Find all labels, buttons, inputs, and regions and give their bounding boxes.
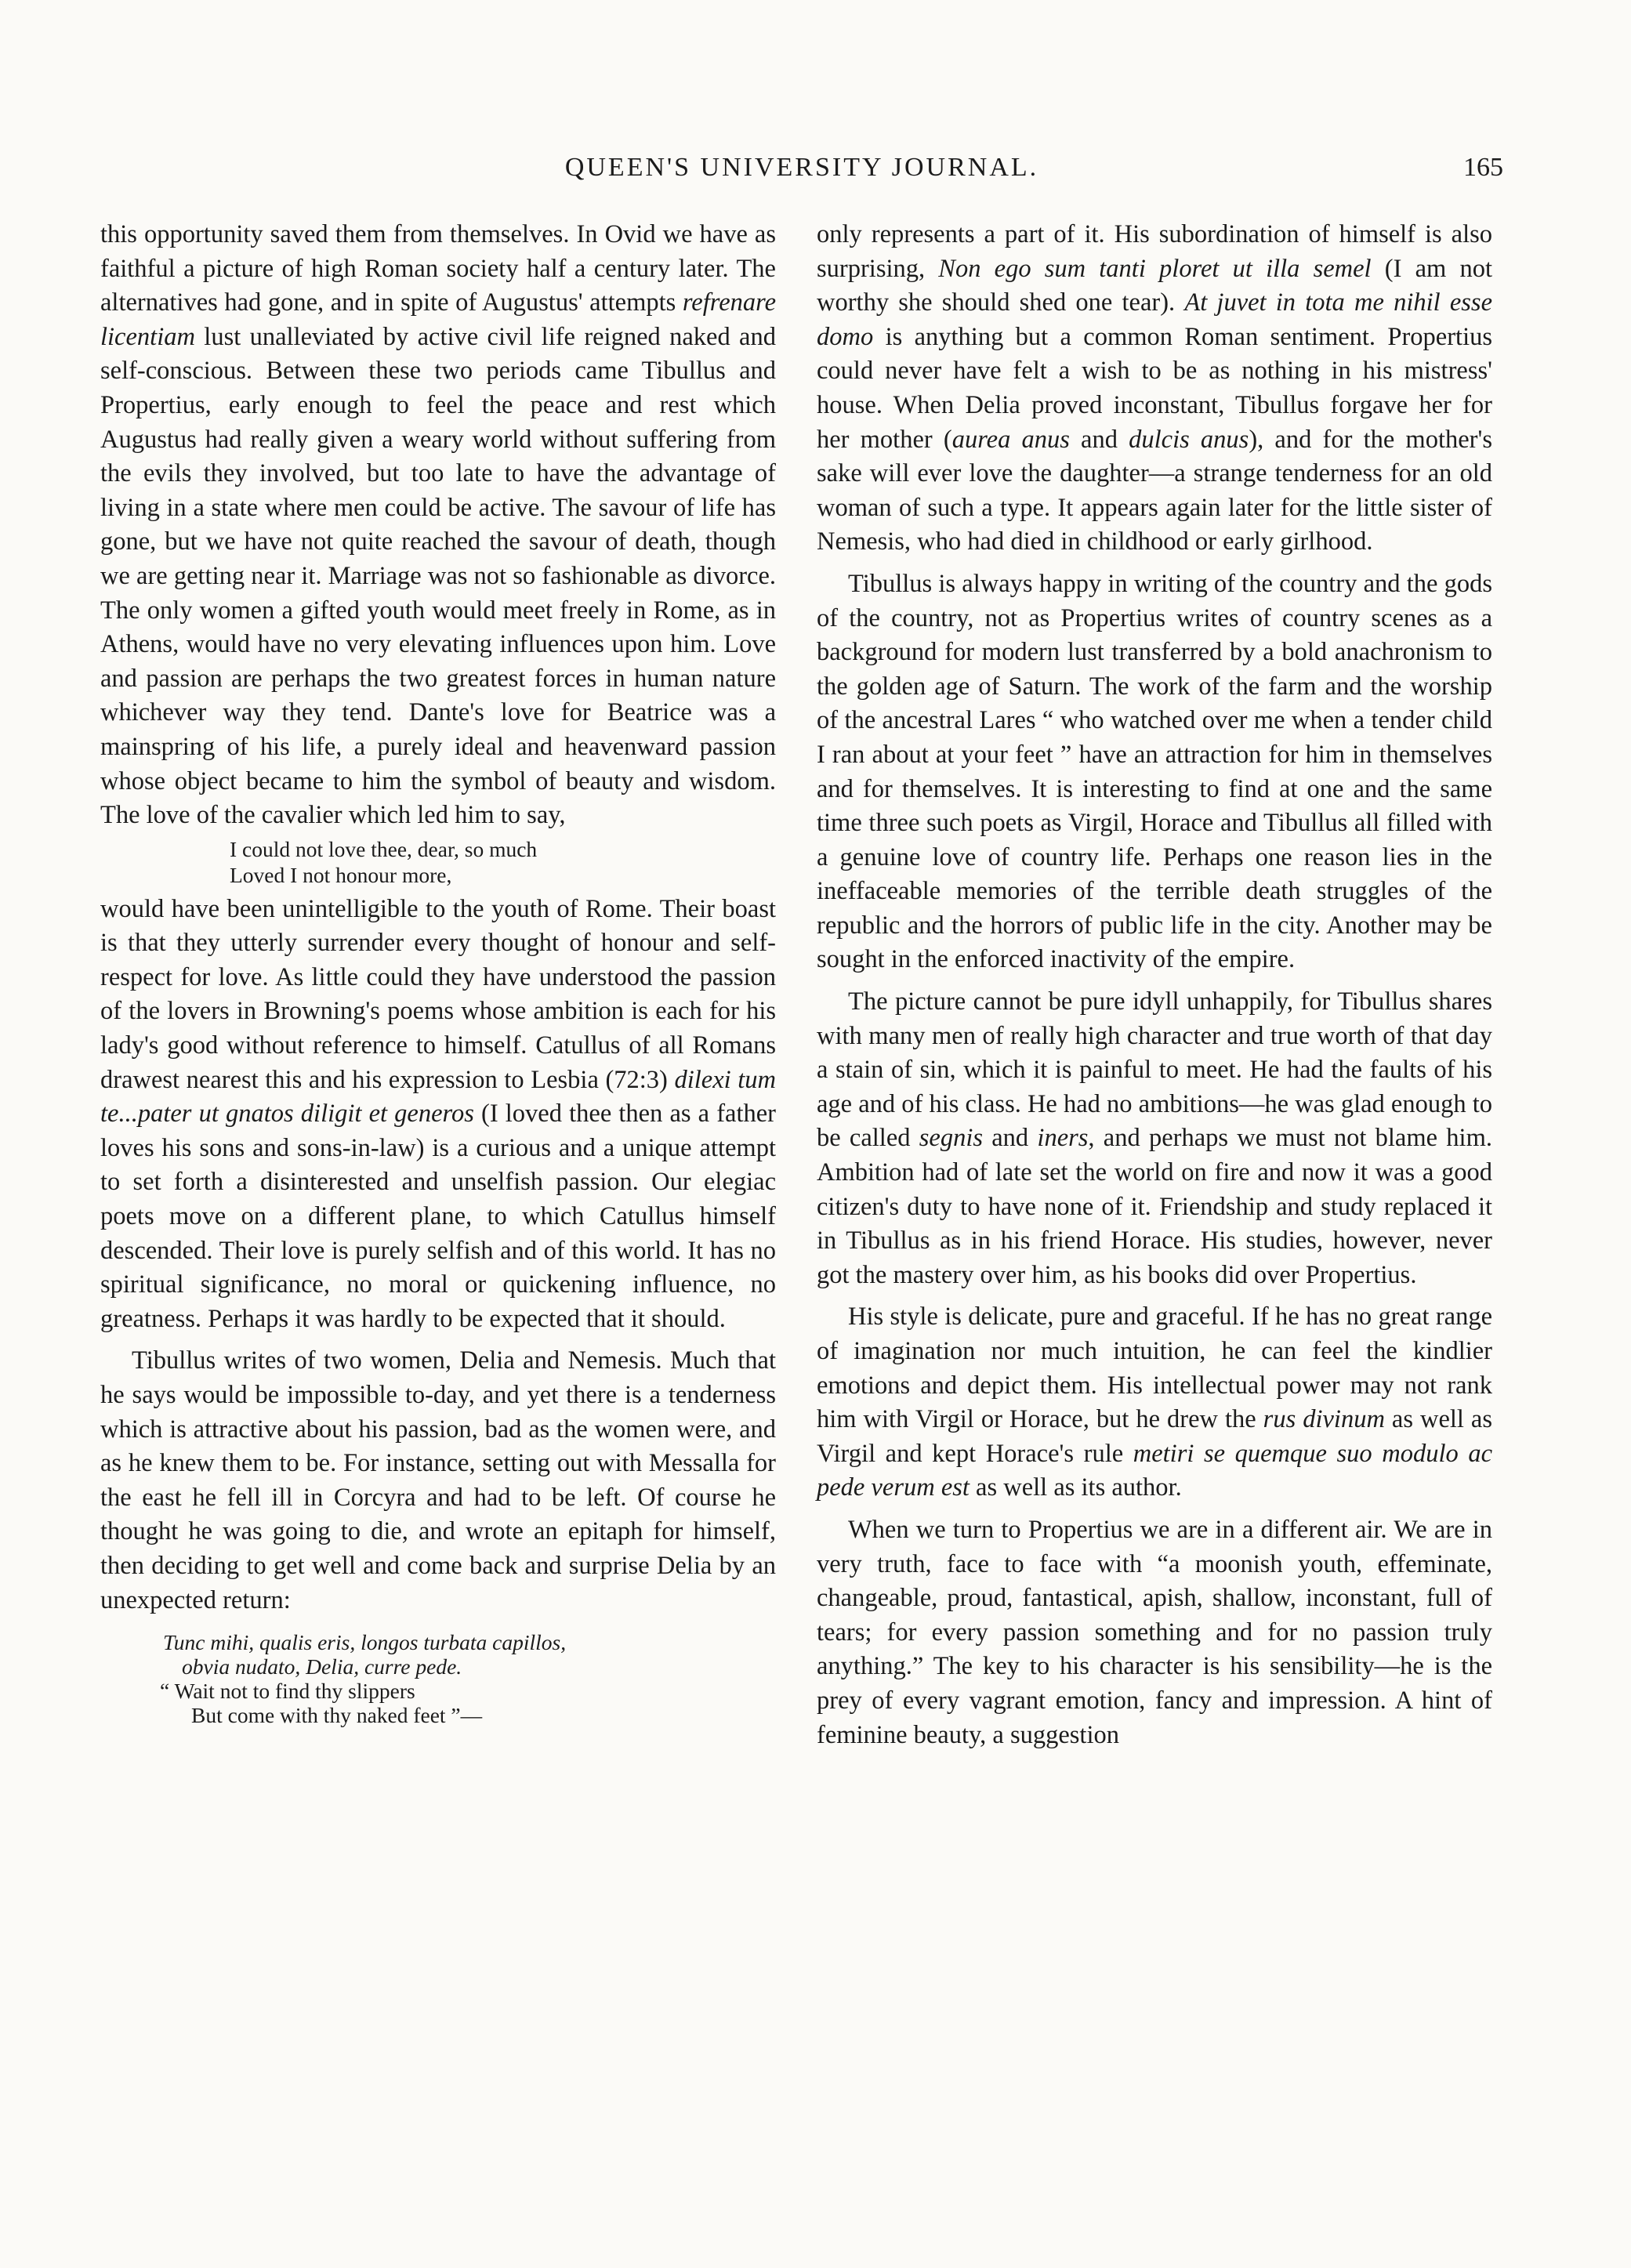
latin-phrase: segnis (919, 1124, 983, 1153)
left-column (100, 218, 776, 1727)
text-run: (I am not worthy she should shed one tear). (817, 254, 1492, 317)
text-run: lust unalleviated by active civil life reigned naked and self-conscious. Between these two periods came Tibullus and Propertius, early enough to feel the peace and rest which Augustus had really given a weary world without suffering from the evils they involved, but too late to have the advantage of living in a state where men could be active. The savour of life has gone, but we have not quite reached the savour of death, though we are getting near it. Marriage was not so fashionable as divorce. The only women a gifted youth would meet freely in Rome, as in Athens, would have no very elevating influences upon him. Love and passion are perhaps the two greatest forces in human nature whichever way they tend. Dante's love for Beatrice was a mainspring of his life, a purely ideal and heavenward passion whose object became to him the symbol of beauty and wisdom. The love of the cavalier which led him to say, (100, 322, 776, 830)
latin-phrase: dilexi tum te...pater ut gnatos diligit et generos (100, 1065, 776, 1129)
latin-phrase: rus divinum (1263, 1405, 1385, 1434)
verse-line: obvia nudato, Delia, curre pede. (182, 1654, 462, 1679)
latin-phrase: Non ego sum tanti ploret ut illa semel (938, 254, 1372, 283)
text-run: is anything but a common Roman sentiment. Propertius could never have felt a wish to be as nothing in his mistress' house. When Delia proved inconstant, Tibullus forgave her for her mother ( (817, 322, 1492, 454)
verse-line: “ Wait not to find thy slippers (160, 1679, 415, 1704)
latin-phrase: aurea anus (951, 425, 1070, 454)
latin-phrase: refrenare licentiam (100, 288, 776, 351)
latin-phrase: iners (1037, 1124, 1089, 1153)
latin-phrase: metiri se quemque suo modulo ac pede verum est (817, 1439, 1492, 1502)
text-run: The picture cannot be pure idyll unhappily, for Tibullus shares with many men of really high character and true worth of that day a stain of sin, which it is painful to meet. He had the faults of his age and of his class. He had no ambitions—he was glad enough to be called (817, 987, 1492, 1153)
text-run: (I loved thee then as a father loves his sons and sons-in-law) is a curious and a unique attempt to set forth a disinterested and unselfish passion. Our elegiac poets move on a different plane, to which Catullus himself descended. Their love is purely selfish and of this world. It has no spiritual significance, no moral or quickening influence, no greatness. Perhaps it was hardly to be expected that it should. (100, 1100, 776, 1333)
page-number: 165 (1463, 153, 1503, 182)
right-column (817, 218, 1492, 1752)
text-run: this opportunity saved them from themselves. In Ovid we have as faithful a picture of high Roman society half a century later. The alternatives had gone, and in spite of Augustus' attempts (100, 220, 776, 317)
verse-line: Loved I not honour more, (230, 862, 452, 887)
verse-line: I could not love thee, dear, so much (230, 836, 538, 861)
text-run: as well as its author. (969, 1473, 1182, 1502)
paragraph: Tibullus writes of two women, Delia and Nemesis. Much that he says would be impossible to-day, and yet there is a tenderness which is attractive about his passion, bad as the women were, and as he knew them to be. For instance, setting out with Messalla for the east he fell ill in Corcyra and had to be left. Of course he thought he was going to die, and wrote an epitaph for himself, then deciding to get well and come back and surprise Delia by an unexpected return: (100, 1346, 776, 1614)
text-run: ), and for the mother's sake will ever love the daughter—a strange tenderness for an old woman of such a type. It appears again later for the little sister of Nemesis, who had died in childhood or early girlhood. (817, 425, 1492, 556)
latin-phrase: dulcis anus (1129, 425, 1249, 454)
latin-verse-quote (100, 1630, 776, 1727)
verse-quote (100, 836, 776, 888)
text-run: , and perhaps we must not blame him. Ambition had of late set the world on fire and now it was a good citizen's duty to have none of it. Friendship and study replaced it in Tibullus as in his friend Horace. His studies, however, never got the mastery over him, as his books did over Propertius. (817, 1124, 1492, 1289)
paragraph: Tibullus is always happy in writing of the country and the gods of the country, not as Propertius writes of country scenes as a background for modern lust transferred by a bold anachronism to the golden age of Saturn. The work of the farm and the worship of the ancestral Lares “ who watched over me when a tender child I ran about at your feet ” have an attraction for him in themselves and for themselves. It is interesting to find at one and the same time three such poets as Virgil, Horace and Tibullus all filled with a genuine love of country life. Perhaps one reason lies in the ineffaceable memories of the terrible death struggles of the republic and the horrors of public life in the city. Another may be sought in the enforced inactivity of the empire. (817, 569, 1492, 974)
paragraph (817, 1300, 1492, 1505)
running-head: QUEEN'S UNIVERSITY JOURNAL. (564, 153, 1039, 182)
verse-line: Tunc mihi, qualis eris, longos turbata capillos, (163, 1630, 567, 1655)
latin-phrase: At juvet in tota me nihil esse domo (817, 288, 1492, 351)
paragraph (817, 985, 1492, 1292)
paragraph: When we turn to Propertius we are in a different air. We are in very truth, face to face with “a moonish youth, effeminate, changeable, proud, fantastical, apish, shallow, inconstant, full of tears; for every passion something and for no passion truly anything.” The key to his character is his sensibility—he is the prey of every vagrant emotion, fancy and impression. A hint of feminine beauty, a suggestion (817, 1515, 1492, 1749)
verse-line: But come with thy naked feet ”— (191, 1703, 483, 1728)
paragraph (100, 218, 776, 833)
text-run: His style is delicate, pure and graceful. If he has no great range of imagination nor much intuition, he can feel the kindlier emotions and depict them. His intellectual power may not rank him with Virgil or Horace, but he drew the (817, 1302, 1492, 1434)
page-header (100, 153, 1503, 192)
text-run: only represents a part of it. His subordination of himself is also surprising, (817, 220, 1492, 283)
text-run: and (983, 1124, 1038, 1153)
text-run: and (1069, 425, 1129, 454)
text-run: would have been unintelligible to the youth of Rome. Their boast is that they utterly surrender every thought of honour and self-respect for love. As little could they have understood the passion of the lovers in Browning's poems whose ambition is each for his lady's good without reference to himself. Catullus of all Romans drawest nearest this and his expression to Lesbia (72:3) (100, 894, 776, 1094)
paragraph (100, 893, 776, 1337)
paragraph (817, 218, 1492, 560)
text-run: as well as Virgil and kept Horace's rule (817, 1405, 1492, 1468)
